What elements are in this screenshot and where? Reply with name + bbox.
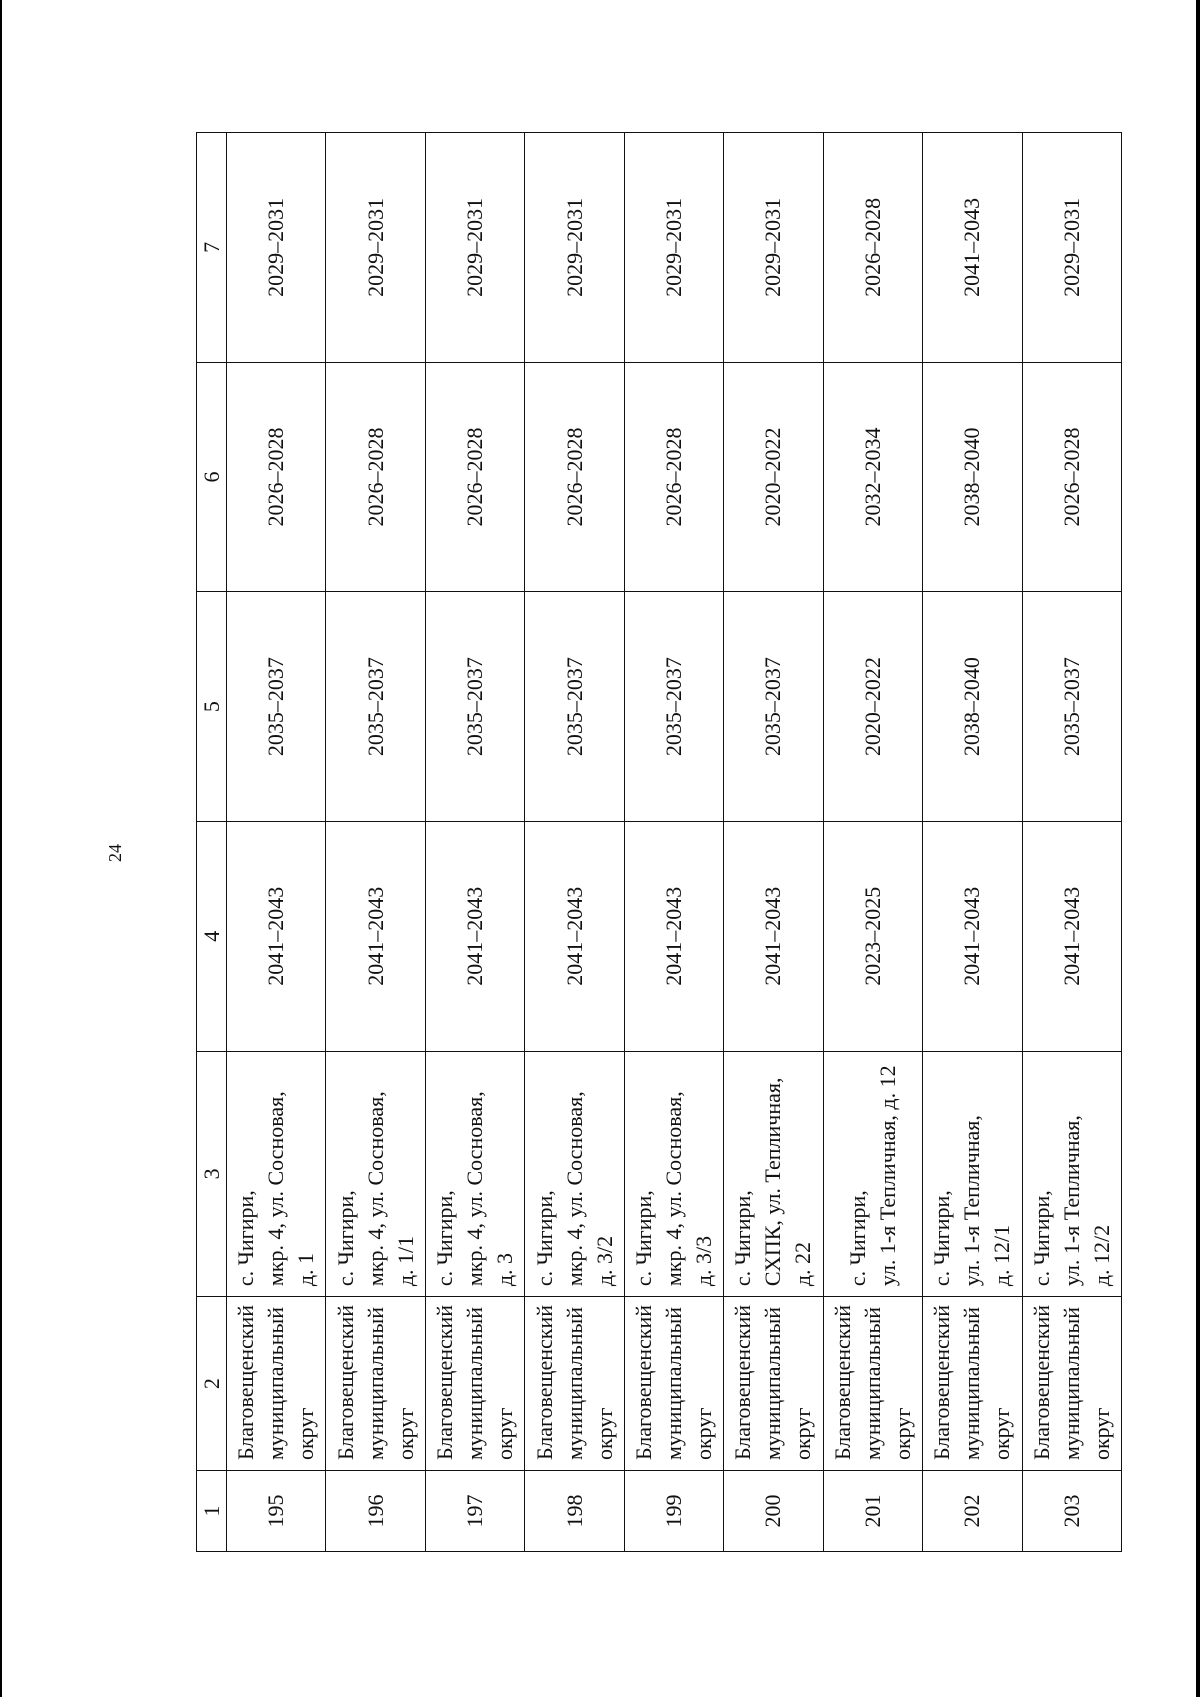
period-cell-col-7: 2029–2031: [624, 133, 723, 363]
data-table: [196, 132, 1122, 1552]
district-line: муниципальный: [959, 1306, 985, 1461]
period-cell-col-4: 2041–2043: [326, 821, 425, 1051]
period-cell-col-7: 2029–2031: [724, 133, 823, 363]
district-line: Благовещенский: [432, 1304, 458, 1461]
district-line: округ: [989, 1407, 1015, 1461]
district-cell: [227, 1297, 326, 1471]
address-line: с. Чигири,: [332, 1190, 358, 1287]
period-cell-col-5: 2038–2040: [923, 592, 1022, 822]
district-line: муниципальный: [561, 1306, 587, 1461]
row-number-cell: 198: [525, 1471, 624, 1552]
address-line: с. Чигири,: [1028, 1190, 1054, 1287]
district-line: Благовещенский: [929, 1304, 955, 1461]
row-number-cell: 199: [624, 1471, 723, 1552]
address-line: мкр. 4, ул. Сосновая,: [660, 1091, 686, 1287]
period-cell-col-5: 2035–2037: [1022, 592, 1122, 822]
header-col-7: 7: [197, 133, 227, 363]
address-line: СХПК, ул. Тепличная,: [760, 1077, 786, 1287]
header-col-4: 4: [197, 821, 227, 1051]
table-row: [823, 133, 922, 1552]
district-line: Благовещенский: [1028, 1304, 1054, 1461]
address-line: д. 12/2: [1088, 1224, 1114, 1287]
district-line: муниципальный: [462, 1306, 488, 1461]
address-line: мкр. 4, ул. Сосновая,: [561, 1091, 587, 1287]
row-number-cell: 201: [823, 1471, 922, 1552]
address-cell: [1022, 1051, 1122, 1297]
address-line: д. 22: [790, 1241, 816, 1287]
address-line: ул. 1-я Тепличная, д. 12: [874, 1065, 900, 1287]
district-line: Благовещенский: [630, 1304, 656, 1461]
address-line: д. 1/1: [392, 1235, 418, 1287]
row-number-cell: 203: [1022, 1471, 1122, 1552]
address-line: с. Чигири,: [233, 1190, 259, 1287]
district-line: округ: [591, 1407, 617, 1461]
period-cell-col-4: 2041–2043: [425, 821, 524, 1051]
period-cell-col-4: 2041–2043: [525, 821, 624, 1051]
address-cell: [624, 1051, 723, 1297]
district-line: муниципальный: [859, 1306, 885, 1461]
district-cell: [624, 1297, 723, 1471]
scan-edge-right: [1196, 0, 1200, 1697]
period-cell-col-5: 2020–2022: [823, 592, 922, 822]
table-row: [525, 133, 624, 1552]
district-cell: [923, 1297, 1022, 1471]
period-cell-col-7: 2026–2028: [823, 133, 922, 363]
address-line: с. Чигири,: [730, 1190, 756, 1287]
address-cell: [823, 1051, 922, 1297]
period-cell-col-7: 2029–2031: [227, 133, 326, 363]
row-number-cell: 196: [326, 1471, 425, 1552]
period-cell-col-7: 2029–2031: [326, 133, 425, 363]
period-cell-col-4: 2041–2043: [624, 821, 723, 1051]
district-cell: [823, 1297, 922, 1471]
row-number-cell: 200: [724, 1471, 823, 1552]
table-row: [724, 133, 823, 1552]
district-line: муниципальный: [660, 1306, 686, 1461]
address-line: с. Чигири,: [432, 1190, 458, 1287]
header-col-2: 2: [197, 1297, 227, 1471]
address-line: д. 3: [492, 1252, 518, 1287]
period-cell-col-7: 2029–2031: [525, 133, 624, 363]
district-cell: [425, 1297, 524, 1471]
district-line: округ: [392, 1407, 418, 1461]
table-row: [425, 133, 524, 1552]
page-number: 24: [105, 844, 125, 862]
district-cell: [1022, 1297, 1122, 1471]
period-cell-col-7: 2041–2043: [923, 133, 1022, 363]
period-cell-col-6: 2026–2028: [1022, 362, 1122, 592]
district-cell: [724, 1297, 823, 1471]
address-cell: [425, 1051, 524, 1297]
period-cell-col-4: 2041–2043: [1022, 821, 1122, 1051]
address-line: д. 3/2: [591, 1235, 617, 1287]
address-line: с. Чигири,: [531, 1190, 557, 1287]
address-line: мкр. 4, ул. Сосновая,: [462, 1091, 488, 1287]
district-line: округ: [889, 1407, 915, 1461]
address-cell: [326, 1051, 425, 1297]
header-col-1: 1: [197, 1471, 227, 1552]
address-line: с. Чигири,: [844, 1190, 870, 1287]
district-cell: [326, 1297, 425, 1471]
address-line: с. Чигири,: [929, 1190, 955, 1287]
address-line: мкр. 4, ул. Сосновая,: [263, 1091, 289, 1287]
address-line: д. 12/1: [989, 1224, 1015, 1287]
district-line: муниципальный: [362, 1306, 388, 1461]
header-col-3: 3: [197, 1051, 227, 1297]
row-number-cell: 197: [425, 1471, 524, 1552]
header-col-5: 5: [197, 592, 227, 822]
period-cell-col-5: 2035–2037: [227, 592, 326, 822]
table-header-row: [197, 133, 227, 1552]
district-line: округ: [492, 1407, 518, 1461]
period-cell-col-6: 2038–2040: [923, 362, 1022, 592]
address-line: д. 1: [293, 1252, 319, 1287]
period-cell-col-5: 2035–2037: [724, 592, 823, 822]
period-cell-col-5: 2035–2037: [624, 592, 723, 822]
address-cell: [923, 1051, 1022, 1297]
period-cell-col-6: 2020–2022: [724, 362, 823, 592]
district-line: муниципальный: [1058, 1306, 1084, 1461]
table-row: [326, 133, 425, 1552]
table-row: [923, 133, 1022, 1552]
address-cell: [724, 1051, 823, 1297]
district-line: муниципальный: [263, 1306, 289, 1461]
period-cell-col-4: 2041–2043: [724, 821, 823, 1051]
period-cell-col-6: 2026–2028: [624, 362, 723, 592]
period-cell-col-6: 2026–2028: [425, 362, 524, 592]
period-cell-col-7: 2029–2031: [1022, 133, 1122, 363]
address-line: ул. 1-я Тепличная,: [1058, 1115, 1084, 1287]
address-line: д. 3/3: [690, 1235, 716, 1287]
district-line: Благовещенский: [730, 1304, 756, 1461]
period-cell-col-5: 2035–2037: [326, 592, 425, 822]
table-row: [1022, 133, 1122, 1552]
period-cell-col-4: 2041–2043: [923, 821, 1022, 1051]
period-cell-col-6: 2026–2028: [326, 362, 425, 592]
district-line: округ: [690, 1407, 716, 1461]
period-cell-col-4: 2041–2043: [227, 821, 326, 1051]
district-line: Благовещенский: [531, 1304, 557, 1461]
table-container: [196, 132, 1122, 1552]
district-cell: [525, 1297, 624, 1471]
district-line: округ: [293, 1407, 319, 1461]
district-line: округ: [790, 1407, 816, 1461]
period-cell-col-4: 2023–2025: [823, 821, 922, 1051]
row-number-cell: 202: [923, 1471, 1022, 1552]
address-cell: [525, 1051, 624, 1297]
district-line: муниципальный: [760, 1306, 786, 1461]
period-cell-col-5: 2035–2037: [425, 592, 524, 822]
district-line: Благовещенский: [332, 1304, 358, 1461]
address-line: ул. 1-я Тепличная,: [959, 1115, 985, 1287]
address-line: с. Чигири,: [630, 1190, 656, 1287]
period-cell-col-6: 2026–2028: [227, 362, 326, 592]
row-number-cell: 195: [227, 1471, 326, 1552]
period-cell-col-6: 2026–2028: [525, 362, 624, 592]
district-line: Благовещенский: [829, 1304, 855, 1461]
period-cell-col-5: 2035–2037: [525, 592, 624, 822]
table-body: [197, 133, 1122, 1552]
table-row: [624, 133, 723, 1552]
header-col-6: 6: [197, 362, 227, 592]
district-line: Благовещенский: [233, 1304, 259, 1461]
table-row: [227, 133, 326, 1552]
address-line: мкр. 4, ул. Сосновая,: [362, 1091, 388, 1287]
period-cell-col-7: 2029–2031: [425, 133, 524, 363]
scan-edge-left: [0, 0, 2, 1697]
district-line: округ: [1088, 1407, 1114, 1461]
address-cell: [227, 1051, 326, 1297]
period-cell-col-6: 2032–2034: [823, 362, 922, 592]
